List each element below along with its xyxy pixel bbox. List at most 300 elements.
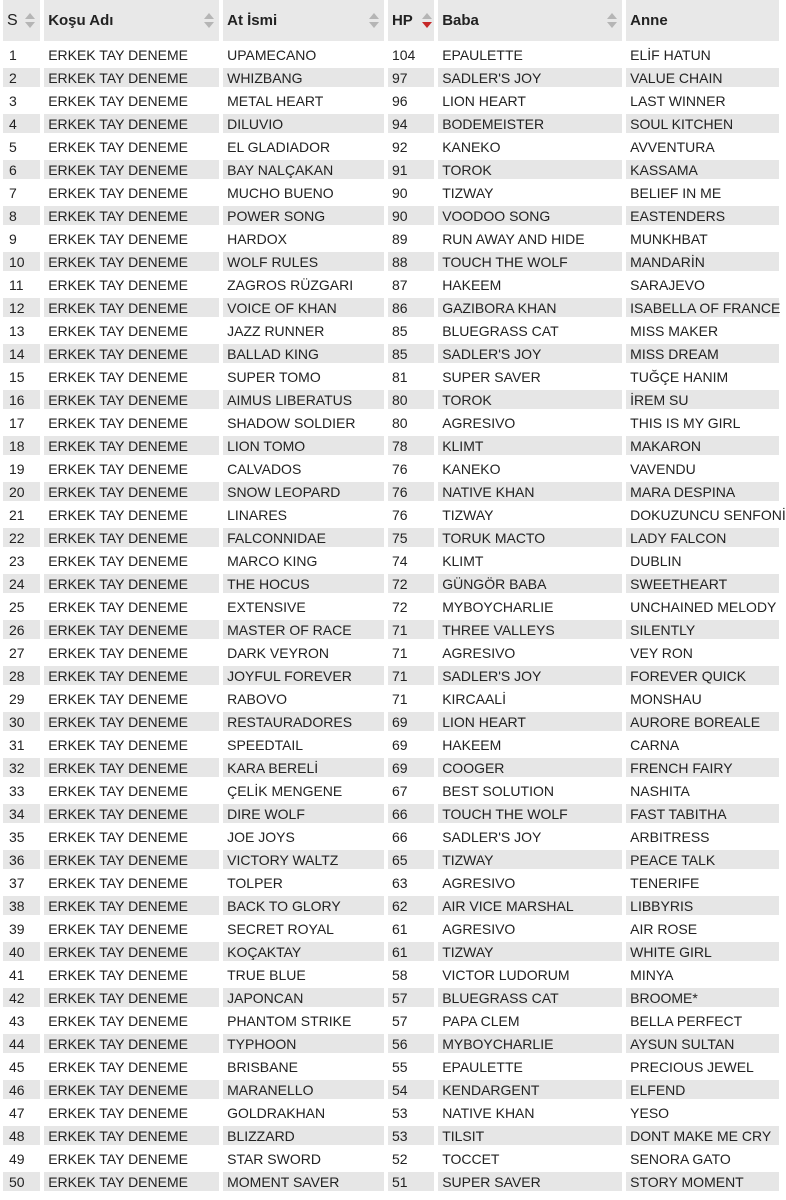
cell-sire: MYBOYCHARLIE bbox=[438, 1034, 622, 1053]
cell-sire: NATIVE KHAN bbox=[438, 1103, 622, 1122]
cell-dam: NASHITA bbox=[626, 781, 779, 800]
column-header-hp[interactable] bbox=[388, 0, 434, 41]
cell-s: 23 bbox=[3, 551, 40, 570]
cell-sire: RUN AWAY AND HIDE bbox=[438, 229, 622, 248]
column-header-label: At İsmi bbox=[227, 12, 278, 29]
cell-s: 46 bbox=[3, 1080, 40, 1099]
cell-dam: LIBBYRIS bbox=[626, 896, 779, 915]
cell-hp: 57 bbox=[388, 1011, 434, 1030]
cell-hp: 69 bbox=[388, 735, 434, 754]
cell-race-name: ERKEK TAY DENEME bbox=[44, 436, 219, 455]
cell-hp: 71 bbox=[388, 643, 434, 662]
cell-hp: 104 bbox=[388, 45, 434, 64]
cell-sire: MYBOYCHARLIE bbox=[438, 597, 622, 616]
cell-horse-name: BLIZZARD bbox=[223, 1126, 384, 1145]
column-header-s[interactable] bbox=[3, 0, 40, 41]
table-row[interactable] bbox=[3, 160, 779, 179]
cell-race-name: ERKEK TAY DENEME bbox=[44, 137, 219, 156]
cell-dam: FRENCH FAIRY bbox=[626, 758, 779, 777]
cell-horse-name: PHANTOM STRIKE bbox=[223, 1011, 384, 1030]
table-row[interactable] bbox=[3, 482, 779, 501]
cell-hp: 66 bbox=[388, 804, 434, 823]
table-row[interactable] bbox=[3, 827, 779, 846]
cell-horse-name: WHIZBANG bbox=[223, 68, 384, 87]
cell-horse-name: BACK TO GLORY bbox=[223, 896, 384, 915]
cell-sire: HAKEEM bbox=[438, 735, 622, 754]
cell-hp: 57 bbox=[388, 988, 434, 1007]
cell-sire: NATIVE KHAN bbox=[438, 482, 622, 501]
cell-s: 16 bbox=[3, 390, 40, 409]
cell-sire: SUPER SAVER bbox=[438, 1172, 622, 1191]
cell-horse-name: MOMENT SAVER bbox=[223, 1172, 384, 1191]
cell-dam: ELİF HATUN bbox=[626, 45, 779, 64]
table-row[interactable] bbox=[3, 68, 779, 87]
cell-sire: KENDARGENT bbox=[438, 1080, 622, 1099]
cell-hp: 97 bbox=[388, 68, 434, 87]
cell-s: 13 bbox=[3, 321, 40, 340]
table-row[interactable] bbox=[3, 528, 779, 547]
cell-race-name: ERKEK TAY DENEME bbox=[44, 298, 219, 317]
cell-race-name: ERKEK TAY DENEME bbox=[44, 873, 219, 892]
cell-race-name: ERKEK TAY DENEME bbox=[44, 620, 219, 639]
cell-race-name: ERKEK TAY DENEME bbox=[44, 91, 219, 110]
cell-sire: SADLER'S JOY bbox=[438, 344, 622, 363]
cell-sire: AGRESIVO bbox=[438, 873, 622, 892]
table-row[interactable] bbox=[3, 321, 779, 340]
cell-s: 3 bbox=[3, 91, 40, 110]
cell-s: 35 bbox=[3, 827, 40, 846]
cell-sire: VICTOR LUDORUM bbox=[438, 965, 622, 984]
cell-race-name: ERKEK TAY DENEME bbox=[44, 1034, 219, 1053]
cell-hp: 69 bbox=[388, 712, 434, 731]
cell-sire: TOCCET bbox=[438, 1149, 622, 1168]
table-row[interactable] bbox=[3, 1011, 779, 1030]
cell-dam: BROOME* bbox=[626, 988, 779, 1007]
sort-arrows-icon[interactable] bbox=[607, 13, 617, 29]
cell-race-name: ERKEK TAY DENEME bbox=[44, 505, 219, 524]
cell-sire: KLIMT bbox=[438, 436, 622, 455]
table-row[interactable] bbox=[3, 505, 779, 524]
table-row[interactable] bbox=[3, 804, 779, 823]
cell-dam: AIR ROSE bbox=[626, 919, 779, 938]
cell-dam: VALUE CHAIN bbox=[626, 68, 779, 87]
cell-dam: AVVENTURA bbox=[626, 137, 779, 156]
cell-hp: 56 bbox=[388, 1034, 434, 1053]
cell-race-name: ERKEK TAY DENEME bbox=[44, 597, 219, 616]
cell-dam: SOUL KITCHEN bbox=[626, 114, 779, 133]
table-row[interactable] bbox=[3, 873, 779, 892]
cell-dam: THIS IS MY GIRL bbox=[626, 413, 779, 432]
column-header-label: Anne bbox=[630, 12, 668, 29]
cell-s: 9 bbox=[3, 229, 40, 248]
cell-dam: MANDARİN bbox=[626, 252, 779, 271]
cell-dam: FOREVER QUICK bbox=[626, 666, 779, 685]
cell-dam: AYSUN SULTAN bbox=[626, 1034, 779, 1053]
table-row[interactable] bbox=[3, 1126, 779, 1145]
cell-horse-name: JOYFUL FOREVER bbox=[223, 666, 384, 685]
cell-sire: GAZIBORA KHAN bbox=[438, 298, 622, 317]
cell-horse-name: SHADOW SOLDIER bbox=[223, 413, 384, 432]
cell-hp: 71 bbox=[388, 620, 434, 639]
cell-sire: KLIMT bbox=[438, 551, 622, 570]
cell-dam: SILENTLY bbox=[626, 620, 779, 639]
cell-s: 50 bbox=[3, 1172, 40, 1191]
cell-dam: PEACE TALK bbox=[626, 850, 779, 869]
cell-hp: 80 bbox=[388, 413, 434, 432]
cell-race-name: ERKEK TAY DENEME bbox=[44, 252, 219, 271]
cell-hp: 90 bbox=[388, 183, 434, 202]
cell-dam: WHITE GIRL bbox=[626, 942, 779, 961]
cell-hp: 91 bbox=[388, 160, 434, 179]
table-row[interactable] bbox=[3, 344, 779, 363]
cell-dam: EASTENDERS bbox=[626, 206, 779, 225]
cell-hp: 67 bbox=[388, 781, 434, 800]
cell-dam: ARBITRESS bbox=[626, 827, 779, 846]
table-row[interactable] bbox=[3, 574, 779, 593]
cell-s: 44 bbox=[3, 1034, 40, 1053]
cell-horse-name: AIMUS LIBERATUS bbox=[223, 390, 384, 409]
table-row[interactable] bbox=[3, 1172, 779, 1191]
cell-dam: İREM SU bbox=[626, 390, 779, 409]
cell-hp: 85 bbox=[388, 321, 434, 340]
table-row[interactable] bbox=[3, 390, 779, 409]
cell-dam: DONT MAKE ME CRY bbox=[626, 1126, 779, 1145]
cell-dam: CARNA bbox=[626, 735, 779, 754]
cell-dam: TUĞÇE HANIM bbox=[626, 367, 779, 386]
table-row[interactable] bbox=[3, 735, 779, 754]
cell-horse-name: JAZZ RUNNER bbox=[223, 321, 384, 340]
table-row[interactable] bbox=[3, 1057, 779, 1076]
cell-hp: 72 bbox=[388, 574, 434, 593]
cell-s: 26 bbox=[3, 620, 40, 639]
cell-hp: 61 bbox=[388, 919, 434, 938]
table-row[interactable] bbox=[3, 1080, 779, 1099]
cell-race-name: ERKEK TAY DENEME bbox=[44, 666, 219, 685]
cell-s: 37 bbox=[3, 873, 40, 892]
cell-horse-name: LION TOMO bbox=[223, 436, 384, 455]
table-row[interactable] bbox=[3, 942, 779, 961]
cell-dam: KASSAMA bbox=[626, 160, 779, 179]
cell-sire: AGRESIVO bbox=[438, 413, 622, 432]
cell-sire: EPAULETTE bbox=[438, 1057, 622, 1076]
sort-arrows-icon[interactable] bbox=[369, 13, 379, 29]
cell-race-name: ERKEK TAY DENEME bbox=[44, 689, 219, 708]
cell-horse-name: SNOW LEOPARD bbox=[223, 482, 384, 501]
cell-dam: DOKUZUNCU SENFONİ bbox=[626, 505, 779, 524]
cell-sire: TIZWAY bbox=[438, 942, 622, 961]
cell-horse-name: MASTER OF RACE bbox=[223, 620, 384, 639]
cell-s: 45 bbox=[3, 1057, 40, 1076]
cell-s: 27 bbox=[3, 643, 40, 662]
cell-horse-name: TRUE BLUE bbox=[223, 965, 384, 984]
table-row[interactable] bbox=[3, 298, 779, 317]
cell-hp: 72 bbox=[388, 597, 434, 616]
cell-hp: 53 bbox=[388, 1126, 434, 1145]
cell-race-name: ERKEK TAY DENEME bbox=[44, 413, 219, 432]
cell-race-name: ERKEK TAY DENEME bbox=[44, 229, 219, 248]
table-row[interactable] bbox=[3, 597, 779, 616]
cell-hp: 85 bbox=[388, 344, 434, 363]
cell-hp: 76 bbox=[388, 459, 434, 478]
cell-horse-name: KARA BERELİ bbox=[223, 758, 384, 777]
cell-race-name: ERKEK TAY DENEME bbox=[44, 1057, 219, 1076]
cell-horse-name: SUPER TOMO bbox=[223, 367, 384, 386]
cell-sire: THREE VALLEYS bbox=[438, 620, 622, 639]
cell-horse-name: VOICE OF KHAN bbox=[223, 298, 384, 317]
cell-hp: 58 bbox=[388, 965, 434, 984]
cell-race-name: ERKEK TAY DENEME bbox=[44, 942, 219, 961]
cell-dam: SARAJEVO bbox=[626, 275, 779, 294]
table-row[interactable] bbox=[3, 1103, 779, 1122]
cell-race-name: ERKEK TAY DENEME bbox=[44, 367, 219, 386]
cell-race-name: ERKEK TAY DENEME bbox=[44, 1103, 219, 1122]
cell-horse-name: JOE JOYS bbox=[223, 827, 384, 846]
cell-dam: AURORE BOREALE bbox=[626, 712, 779, 731]
cell-horse-name: THE HOCUS bbox=[223, 574, 384, 593]
cell-hp: 87 bbox=[388, 275, 434, 294]
cell-race-name: ERKEK TAY DENEME bbox=[44, 183, 219, 202]
column-header-dam[interactable] bbox=[626, 0, 779, 41]
cell-s: 12 bbox=[3, 298, 40, 317]
cell-dam: UNCHAINED MELODY bbox=[626, 597, 779, 616]
cell-dam: ISABELLA OF FRANCE bbox=[626, 298, 779, 317]
cell-horse-name: SECRET ROYAL bbox=[223, 919, 384, 938]
cell-dam: MINYA bbox=[626, 965, 779, 984]
cell-dam: MAKARON bbox=[626, 436, 779, 455]
cell-s: 8 bbox=[3, 206, 40, 225]
cell-horse-name: BAY NALÇAKAN bbox=[223, 160, 384, 179]
cell-horse-name: VICTORY WALTZ bbox=[223, 850, 384, 869]
table-row[interactable] bbox=[3, 252, 779, 271]
cell-race-name: ERKEK TAY DENEME bbox=[44, 850, 219, 869]
table-row[interactable] bbox=[3, 620, 779, 639]
cell-dam: BELLA PERFECT bbox=[626, 1011, 779, 1030]
table-row[interactable] bbox=[3, 781, 779, 800]
cell-sire: TORUK MACTO bbox=[438, 528, 622, 547]
cell-sire: TOROK bbox=[438, 160, 622, 179]
cell-hp: 80 bbox=[388, 390, 434, 409]
sort-arrows-icon[interactable] bbox=[25, 13, 35, 29]
column-header-race-name[interactable] bbox=[44, 0, 219, 41]
cell-s: 40 bbox=[3, 942, 40, 961]
column-header-sire[interactable] bbox=[438, 0, 622, 41]
cell-horse-name: TOLPER bbox=[223, 873, 384, 892]
cell-hp: 55 bbox=[388, 1057, 434, 1076]
table-row[interactable] bbox=[3, 1034, 779, 1053]
cell-s: 11 bbox=[3, 275, 40, 294]
cell-sire: BLUEGRASS CAT bbox=[438, 321, 622, 340]
cell-sire: BEST SOLUTION bbox=[438, 781, 622, 800]
cell-s: 36 bbox=[3, 850, 40, 869]
cell-race-name: ERKEK TAY DENEME bbox=[44, 344, 219, 363]
table-row[interactable] bbox=[3, 643, 779, 662]
table-row[interactable] bbox=[3, 183, 779, 202]
cell-race-name: ERKEK TAY DENEME bbox=[44, 919, 219, 938]
cell-horse-name: CALVADOS bbox=[223, 459, 384, 478]
cell-s: 6 bbox=[3, 160, 40, 179]
cell-horse-name: MUCHO BUENO bbox=[223, 183, 384, 202]
table-row[interactable] bbox=[3, 896, 779, 915]
table-row[interactable] bbox=[3, 206, 779, 225]
cell-horse-name: JAPONCAN bbox=[223, 988, 384, 1007]
cell-sire: TIZWAY bbox=[438, 505, 622, 524]
cell-horse-name: LINARES bbox=[223, 505, 384, 524]
cell-s: 33 bbox=[3, 781, 40, 800]
cell-race-name: ERKEK TAY DENEME bbox=[44, 965, 219, 984]
column-header-label: Koşu Adı bbox=[48, 12, 114, 29]
cell-horse-name: EL GLADIADOR bbox=[223, 137, 384, 156]
cell-race-name: ERKEK TAY DENEME bbox=[44, 45, 219, 64]
cell-horse-name: METAL HEART bbox=[223, 91, 384, 110]
cell-dam: FAST TABITHA bbox=[626, 804, 779, 823]
cell-race-name: ERKEK TAY DENEME bbox=[44, 390, 219, 409]
cell-race-name: ERKEK TAY DENEME bbox=[44, 528, 219, 547]
cell-hp: 96 bbox=[388, 91, 434, 110]
table-row[interactable] bbox=[3, 1149, 779, 1168]
cell-hp: 54 bbox=[388, 1080, 434, 1099]
cell-sire: LION HEART bbox=[438, 91, 622, 110]
cell-race-name: ERKEK TAY DENEME bbox=[44, 160, 219, 179]
cell-race-name: ERKEK TAY DENEME bbox=[44, 827, 219, 846]
cell-s: 15 bbox=[3, 367, 40, 386]
table-row[interactable] bbox=[3, 229, 779, 248]
cell-race-name: ERKEK TAY DENEME bbox=[44, 1080, 219, 1099]
cell-race-name: ERKEK TAY DENEME bbox=[44, 574, 219, 593]
cell-dam: STORY MOMENT bbox=[626, 1172, 779, 1191]
cell-hp: 76 bbox=[388, 482, 434, 501]
cell-sire: BODEMEISTER bbox=[438, 114, 622, 133]
table-row[interactable] bbox=[3, 965, 779, 984]
cell-dam: ELFEND bbox=[626, 1080, 779, 1099]
cell-sire: TIZWAY bbox=[438, 850, 622, 869]
cell-s: 14 bbox=[3, 344, 40, 363]
cell-s: 2 bbox=[3, 68, 40, 87]
column-header-label: Baba bbox=[442, 12, 479, 29]
table-row[interactable] bbox=[3, 275, 779, 294]
cell-dam: SWEETHEART bbox=[626, 574, 779, 593]
cell-s: 31 bbox=[3, 735, 40, 754]
cell-hp: 92 bbox=[388, 137, 434, 156]
table-row[interactable] bbox=[3, 689, 779, 708]
table-row[interactable] bbox=[3, 919, 779, 938]
cell-race-name: ERKEK TAY DENEME bbox=[44, 275, 219, 294]
cell-s: 24 bbox=[3, 574, 40, 593]
column-header-horse-name[interactable] bbox=[223, 0, 384, 41]
cell-sire: LION HEART bbox=[438, 712, 622, 731]
cell-race-name: ERKEK TAY DENEME bbox=[44, 1149, 219, 1168]
table-header-row bbox=[3, 0, 779, 41]
table-row[interactable] bbox=[3, 666, 779, 685]
cell-dam: BELIEF IN ME bbox=[626, 183, 779, 202]
cell-hp: 62 bbox=[388, 896, 434, 915]
table-row[interactable] bbox=[3, 988, 779, 1007]
cell-dam: TENERIFE bbox=[626, 873, 779, 892]
cell-dam: YESO bbox=[626, 1103, 779, 1122]
cell-horse-name: POWER SONG bbox=[223, 206, 384, 225]
cell-s: 42 bbox=[3, 988, 40, 1007]
table-row[interactable] bbox=[3, 758, 779, 777]
table-row[interactable] bbox=[3, 91, 779, 110]
cell-s: 1 bbox=[3, 45, 40, 64]
cell-sire: SADLER'S JOY bbox=[438, 68, 622, 87]
cell-race-name: ERKEK TAY DENEME bbox=[44, 1126, 219, 1145]
cell-s: 5 bbox=[3, 137, 40, 156]
table-row[interactable] bbox=[3, 114, 779, 133]
cell-s: 43 bbox=[3, 1011, 40, 1030]
table-row[interactable] bbox=[3, 850, 779, 869]
table-row[interactable] bbox=[3, 413, 779, 432]
cell-s: 18 bbox=[3, 436, 40, 455]
cell-hp: 86 bbox=[388, 298, 434, 317]
table-row[interactable] bbox=[3, 436, 779, 455]
cell-sire: TILSIT bbox=[438, 1126, 622, 1145]
cell-horse-name: UPAMECANO bbox=[223, 45, 384, 64]
cell-dam: MISS MAKER bbox=[626, 321, 779, 340]
table-row[interactable] bbox=[3, 367, 779, 386]
cell-s: 38 bbox=[3, 896, 40, 915]
cell-hp: 76 bbox=[388, 505, 434, 524]
column-header-label: HP bbox=[391, 12, 413, 29]
cell-s: 29 bbox=[3, 689, 40, 708]
cell-race-name: ERKEK TAY DENEME bbox=[44, 482, 219, 501]
cell-horse-name: BALLAD KING bbox=[223, 344, 384, 363]
cell-horse-name: RESTAURADORES bbox=[223, 712, 384, 731]
table-row[interactable] bbox=[3, 137, 779, 156]
cell-sire: HAKEEM bbox=[438, 275, 622, 294]
cell-sire: SADLER'S JOY bbox=[438, 666, 622, 685]
cell-s: 30 bbox=[3, 712, 40, 731]
sort-descending-icon[interactable] bbox=[422, 13, 432, 29]
cell-race-name: ERKEK TAY DENEME bbox=[44, 643, 219, 662]
cell-sire: TOROK bbox=[438, 390, 622, 409]
table-row[interactable] bbox=[3, 45, 779, 64]
cell-hp: 53 bbox=[388, 1103, 434, 1122]
cell-horse-name: RABOVO bbox=[223, 689, 384, 708]
cell-s: 19 bbox=[3, 459, 40, 478]
cell-sire: AGRESIVO bbox=[438, 919, 622, 938]
cell-s: 4 bbox=[3, 114, 40, 133]
cell-dam: VEY RON bbox=[626, 643, 779, 662]
cell-dam: MUNKHBAT bbox=[626, 229, 779, 248]
cell-horse-name: DARK VEYRON bbox=[223, 643, 384, 662]
cell-horse-name: DILUVIO bbox=[223, 114, 384, 133]
cell-horse-name: FALCONNIDAE bbox=[223, 528, 384, 547]
cell-sire: KANEKO bbox=[438, 137, 622, 156]
cell-horse-name: MARANELLO bbox=[223, 1080, 384, 1099]
cell-race-name: ERKEK TAY DENEME bbox=[44, 68, 219, 87]
cell-s: 47 bbox=[3, 1103, 40, 1122]
cell-sire: SUPER SAVER bbox=[438, 367, 622, 386]
table-row[interactable] bbox=[3, 551, 779, 570]
cell-dam: VAVENDU bbox=[626, 459, 779, 478]
cell-race-name: ERKEK TAY DENEME bbox=[44, 804, 219, 823]
cell-dam: MISS DREAM bbox=[626, 344, 779, 363]
table-row[interactable] bbox=[3, 712, 779, 731]
cell-horse-name: WOLF RULES bbox=[223, 252, 384, 271]
table-row[interactable] bbox=[3, 459, 779, 478]
cell-sire: TIZWAY bbox=[438, 183, 622, 202]
cell-race-name: ERKEK TAY DENEME bbox=[44, 1172, 219, 1191]
cell-s: 20 bbox=[3, 482, 40, 501]
cell-s: 41 bbox=[3, 965, 40, 984]
cell-race-name: ERKEK TAY DENEME bbox=[44, 114, 219, 133]
cell-hp: 88 bbox=[388, 252, 434, 271]
sort-arrows-icon[interactable] bbox=[204, 13, 214, 29]
cell-race-name: ERKEK TAY DENEME bbox=[44, 896, 219, 915]
cell-sire: AIR VICE MARSHAL bbox=[438, 896, 622, 915]
cell-sire: SADLER'S JOY bbox=[438, 827, 622, 846]
cell-hp: 65 bbox=[388, 850, 434, 869]
